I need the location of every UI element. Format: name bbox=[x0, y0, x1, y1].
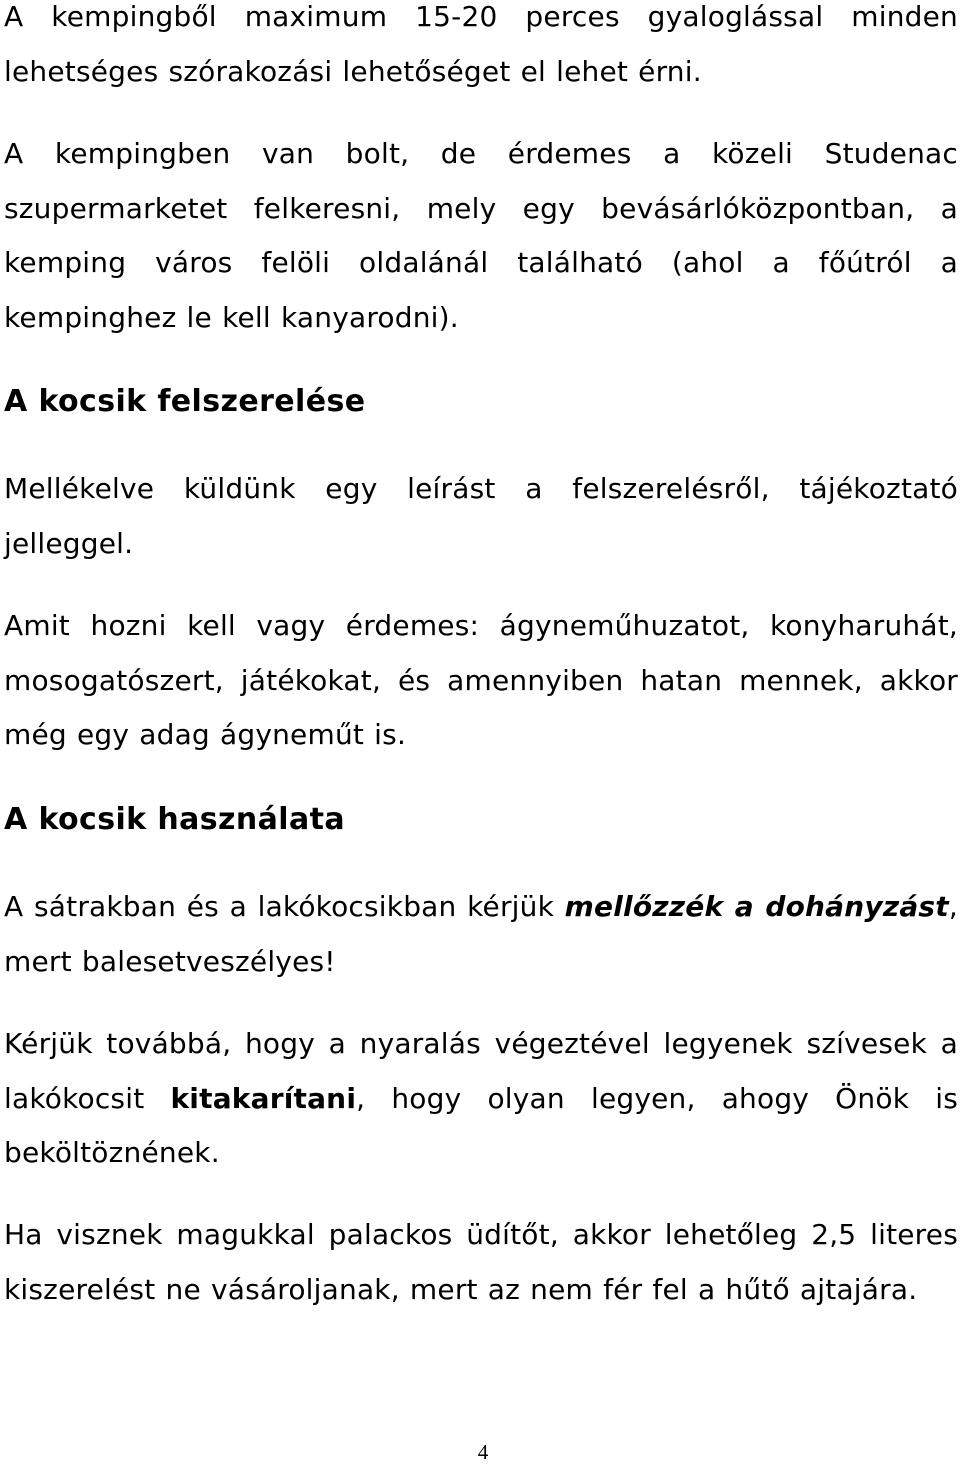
no-smoking-text-before: A sátrakban és a lakókocsikban kérjük bbox=[4, 890, 565, 923]
paragraph-cleaning bbox=[4, 1017, 958, 1181]
heading-usage: A kocsik használata bbox=[4, 802, 345, 837]
heading-equipment: A kocsik felszerelése bbox=[4, 384, 366, 419]
cleaning-text-before: Kérjük továbbá, hogy a nyaralás végeztével legyenek szívesek a lakókocsit bbox=[4, 1027, 958, 1115]
paragraph-shopping: A kempingben van bolt, de érdemes a közeli Studenac szupermarketet felkeresni, mely egy bevásárlóközpontban, a kemping város felöli oldalánál található (ahol a főútról a kempinghez le kell kanyarodni). bbox=[4, 137, 958, 334]
no-smoking-text-after: , mert balesetveszélyes! bbox=[4, 890, 958, 978]
paragraph-bottles: Ha visznek magukkal palackos üdítőt, akkor lehetőleg 2,5 literes kiszerelést ne vásároljanak, mert az nem fér fel a hűtő ajtajára. bbox=[4, 1218, 958, 1306]
paragraph-equipment-note: Mellékelve küldünk egy leírást a felszerelésről, tájékoztató jelleggel. bbox=[4, 472, 958, 560]
paragraph-no-smoking bbox=[4, 880, 958, 989]
page-number: 4 bbox=[477, 1440, 489, 1464]
cleaning-emphasis: kitakarítani bbox=[170, 1081, 357, 1115]
no-smoking-emphasis: mellőzzék a dohányzást bbox=[564, 890, 949, 923]
paragraph-entertainment: A kempingből maximum 15-20 perces gyaloglással minden lehetséges szórakozási lehetőséget el lehet érni. bbox=[4, 0, 958, 88]
paragraph-what-to-bring: Amit hozni kell vagy érdemes: ágyneműhuzatot, konyharuhát, mosogatószert, játékokat, és amennyiben hatan mennek, akkor még egy adag ágyneműt is. bbox=[4, 609, 958, 751]
cleaning-text-after: , hogy olyan legyen, ahogy Önök is beköltöznének. bbox=[4, 1081, 958, 1169]
